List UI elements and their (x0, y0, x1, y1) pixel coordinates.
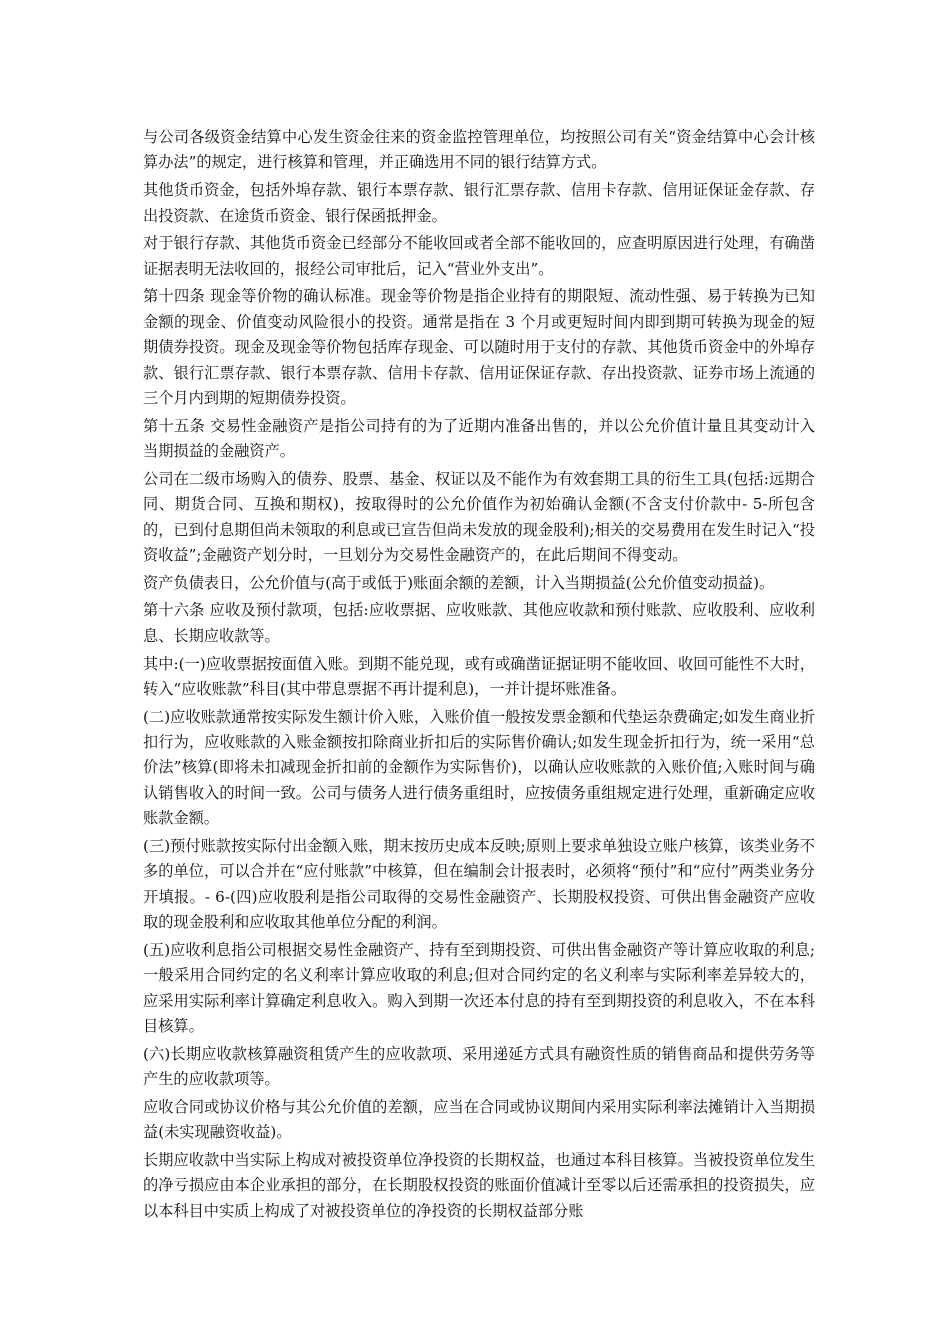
paragraph-fair-value-change: 资产负债表日，公允价值与(高于或低于)账面余额的差额，计入当期损益(公允价值变动损益)。 (143, 573, 775, 592)
paragraph-long-term-equity: 长期应收款中当实际上构成对被投资单位净投资的长期权益，也通过本科目核算。当被投资单位发生的净亏损应由本企业承担的部分，在长期股权投资的账面价值减计至零以后还需承担的投资损失，应以本科目中实质上构成了对被投资单位的净投资的长期权益部分账 (143, 1151, 815, 1220)
paragraph-article-14: 第十四条 现金等价物的确认标准。现金等价物是指企业持有的期限短、流动性强、易于转换为已知金额的现金、价值变动风险很小的投资。通常是指在 3 个月或更短时间内即到期可转换为现金的短期债券投资。现金及现金等价物包括库存现金、可以随时用于支付的存款、其他货币资金中的外埠存款、银行汇票存款、银行本票存款、信用卡存款、信用证保证存款、存出投资款、证券市场上流通的三个月内到期的短期债券投资。 (143, 287, 815, 407)
paragraph-long-term-receivables: (六)长期应收款核算融资租赁产生的应收款项、采用递延方式具有融资性质的销售商品和提供劳务等产生的应收款项等。 (143, 1044, 815, 1089)
paragraph-article-16: 第十六条 应收及预付款项，包括:应收票据、应收账款、其他应收款和预付账款、应收股利、应收利息、长期应收款等。 (143, 601, 815, 645)
paragraph-contract-price-difference: 应收合同或协议价格与其公允价值的差额，应当在合同或协议期间内采用实际利率法摊销计入当期损益(未实现融资收益)。 (143, 1097, 815, 1142)
paragraph-other-monetary-funds: 其他货币资金，包括外埠存款、银行本票存款、银行汇票存款、信用卡存款、信用证保证金存款、存出投资款、在途货币资金、银行保函抵押金。 (143, 181, 815, 225)
paragraph-article-15: 第十五条 交易性金融资产是指公司持有的为了近期内准备出售的，并以公允价值计量且其变动计入当期损益的金融资产。 (143, 416, 815, 461)
paragraph-settlement-center: 与公司各级资金结算中心发生资金往来的资金监控管理单位，均按照公司有关“资金结算中心会计核算办法”的规定，进行核算和管理，并正确选用不同的银行结算方式。 (143, 128, 815, 172)
paragraph-unrecoverable-deposits: 对于银行存款、其他货币资金已经部分不能收回或者全部不能收回的，应查明原因进行处理，有确凿证据表明无法收回的，报经公司审批后，记入“营业外支出”。 (143, 234, 815, 278)
paragraph-interest-receivable: (五)应收利息指公司根据交易性金融资产、持有至到期投资、可供出售金融资产等计算应收取的利息;一般采用合同约定的名义利率计算应收取的利息;但对合同约定的名义利率与实际利率差异较大的，应采用实际利率计算确定利息收入。购入到期一次还本付息的持有至到期投资的利息收入，不在本科目核算。 (143, 940, 815, 1036)
paragraph-accounts-receivable: (二)应收账款通常按实际发生额计价入账，入账价值一般按发票金额和代垫运杂费确定;如发生商业折扣行为，应收账款的入账金额按扣除商业折扣后的实际售价确认;如发生现金折扣行为，统一采用“总价法”核算(即将未扣减现金折扣前的金额作为实际售价)，以确认应收账款的入账价值;入账时间与确认销售收入的时间一致。公司与债务人进行债务重组时，应按债务重组规定进行处理，重新确定应收账款金额。 (143, 707, 815, 828)
paragraph-notes-receivable: 其中:(一)应收票据按面值入账。到期不能兑现，或有或确凿证据证明不能收回、收回可能性不大时，转入“应收账款”科目(其中带息票据不再计提利息)，一并计提坏账准备。 (143, 654, 815, 698)
paragraph-trading-assets-purchase: 公司在二级市场购入的债券、股票、基金、权证以及不能作为有效套期工具的衍生工具(包括:远期合同、期货合同、互换和期权)，按取得时的公允价值作为初始确认金额(不含支付价款中- 5-所包含的，已到付息期但尚未领取的利息或已宣告但尚未发放的现金股利);相关的交易费用在发生时记入“投资收益”;金融资产划分时，一旦划分为交易性金融资产的，在此后期间不得变动。 (143, 469, 815, 564)
paragraph-prepayments: (三)预付账款按实际付出金额入账，期末按历史成本反映;原则上要求单独设立账户核算，该类业务不多的单位，可以合并在“应付账款”中核算，但在编制会计报表时，必须将“预付”和“应付”两类业务分开填报。- 6-(四)应收股利是指公司取得的交易性金融资产、长期股权投资、可供出售金融资产应收取的现金股利和应收取其他单位分配的利润。 (143, 836, 815, 932)
document-page (143, 125, 815, 1227)
